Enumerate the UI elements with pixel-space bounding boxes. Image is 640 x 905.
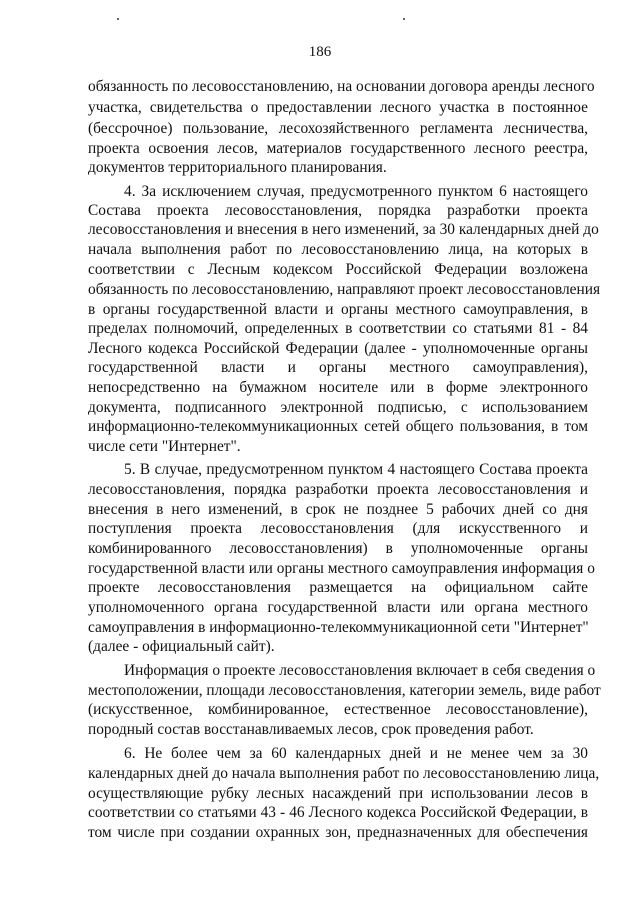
text-line: местоположении, площади лесовосстановления, категории земель, виде работ <box>88 682 601 699</box>
paragraph-start: 4. За исключением случая, предусмотренного пунктом 6 настоящего <box>124 183 588 200</box>
text-line: уполномоченного органа государственной власти или органа местного <box>88 599 588 616</box>
text-line: том числе при создании охранных зон, предназначенных для обеспечения <box>88 824 588 841</box>
text-line: внесения в него изменений, в срок не позднее 5 рабочих дней со дня <box>88 501 588 518</box>
text-line: государственной власти и органы местного самоуправления), <box>88 359 588 376</box>
text-line: документа, подписанного электронной подписью, с использованием <box>88 399 588 416</box>
paragraph-start: Информация о проекте лесовосстановления включает в себя сведения о <box>124 662 596 679</box>
text-line: соответствии со статьями 43 - 46 Лесного кодекса Российской Федерации, в <box>88 804 588 821</box>
text-line: проекте лесовосстановления размещается на официальном сайте <box>88 579 588 596</box>
text-line: комбинированного лесовосстановления) в уполномоченные органы <box>88 540 588 557</box>
text-line: Состава проекта лесовосстановления, порядка разработки проекта <box>88 202 588 219</box>
text-line: породный состав восстанавливаемых лесов, срок проведения работ. <box>88 721 534 738</box>
text-line: обязанность по лесовосстановлению, направляют проект лесовосстановления <box>88 281 601 298</box>
text-line: государственной власти или органы местного самоуправления информация о <box>88 560 595 577</box>
text-line: начала выполнения работ по лесовосстановлению лица, на которых в <box>88 241 588 258</box>
text-line: (искусственное, комбинированное, естественное лесовосстановление), <box>88 701 588 718</box>
scan-speck <box>117 18 119 20</box>
paragraph-start: 6. Не более чем за 60 календарных дней и не менее чем за 30 <box>124 745 588 762</box>
text-line: соответствии с Лесным кодексом Российской Федерации возложена <box>88 261 588 278</box>
text-line: (далее - официальный сайт). <box>88 638 275 655</box>
text-line: числе сети "Интернет". <box>88 438 241 455</box>
paragraph-start: 5. В случае, предусмотренном пунктом 4 настоящего Состава проекта <box>124 461 588 478</box>
text-line: обязанность по лесовосстановлению, на основании договора аренды лесного <box>88 78 595 95</box>
text-line: непосредственно на бумажном носителе или в форме электронного <box>88 379 588 396</box>
page-number: 186 <box>308 44 332 60</box>
scan-speck <box>403 18 405 20</box>
text-line: Лесного кодекса Российской Федерации (далее - уполномоченные органы <box>88 340 588 357</box>
text-line: в органы государственной власти и органы местного самоуправления, в <box>88 301 588 318</box>
text-line: (бессрочное) пользование, лесохозяйственного регламента лесничества, <box>88 120 588 137</box>
text-line: документов территориального планирования. <box>88 159 387 176</box>
text-line: лесовосстановления и внесения в него изменений, за 30 календарных дней до <box>88 221 599 238</box>
text-line: пределах полномочий, определенных в соответствии со статьями 81 - 84 <box>88 320 588 337</box>
text-line: лесовосстановления, порядка разработки проекта лесовосстановления и <box>88 481 588 498</box>
text-line: участка, свидетельства о предоставлении лесного участка в постоянное <box>88 99 588 116</box>
text-line: самоуправления в информационно-телекоммуникационной сети "Интернет" <box>88 619 589 636</box>
text-line: проекта освоения лесов, материалов государственного лесного реестра, <box>88 140 588 157</box>
text-line: осуществляющие рубку лесных насаждений при использовании лесов в <box>88 785 588 802</box>
text-line: поступления проекта лесовосстановления (для искусственного и <box>88 520 588 537</box>
text-line: календарных дней до начала выполнения работ по лесовосстановлению лица, <box>88 765 600 782</box>
text-line: информационно-телекоммуникационных сетей общего пользования, в том <box>88 418 588 435</box>
